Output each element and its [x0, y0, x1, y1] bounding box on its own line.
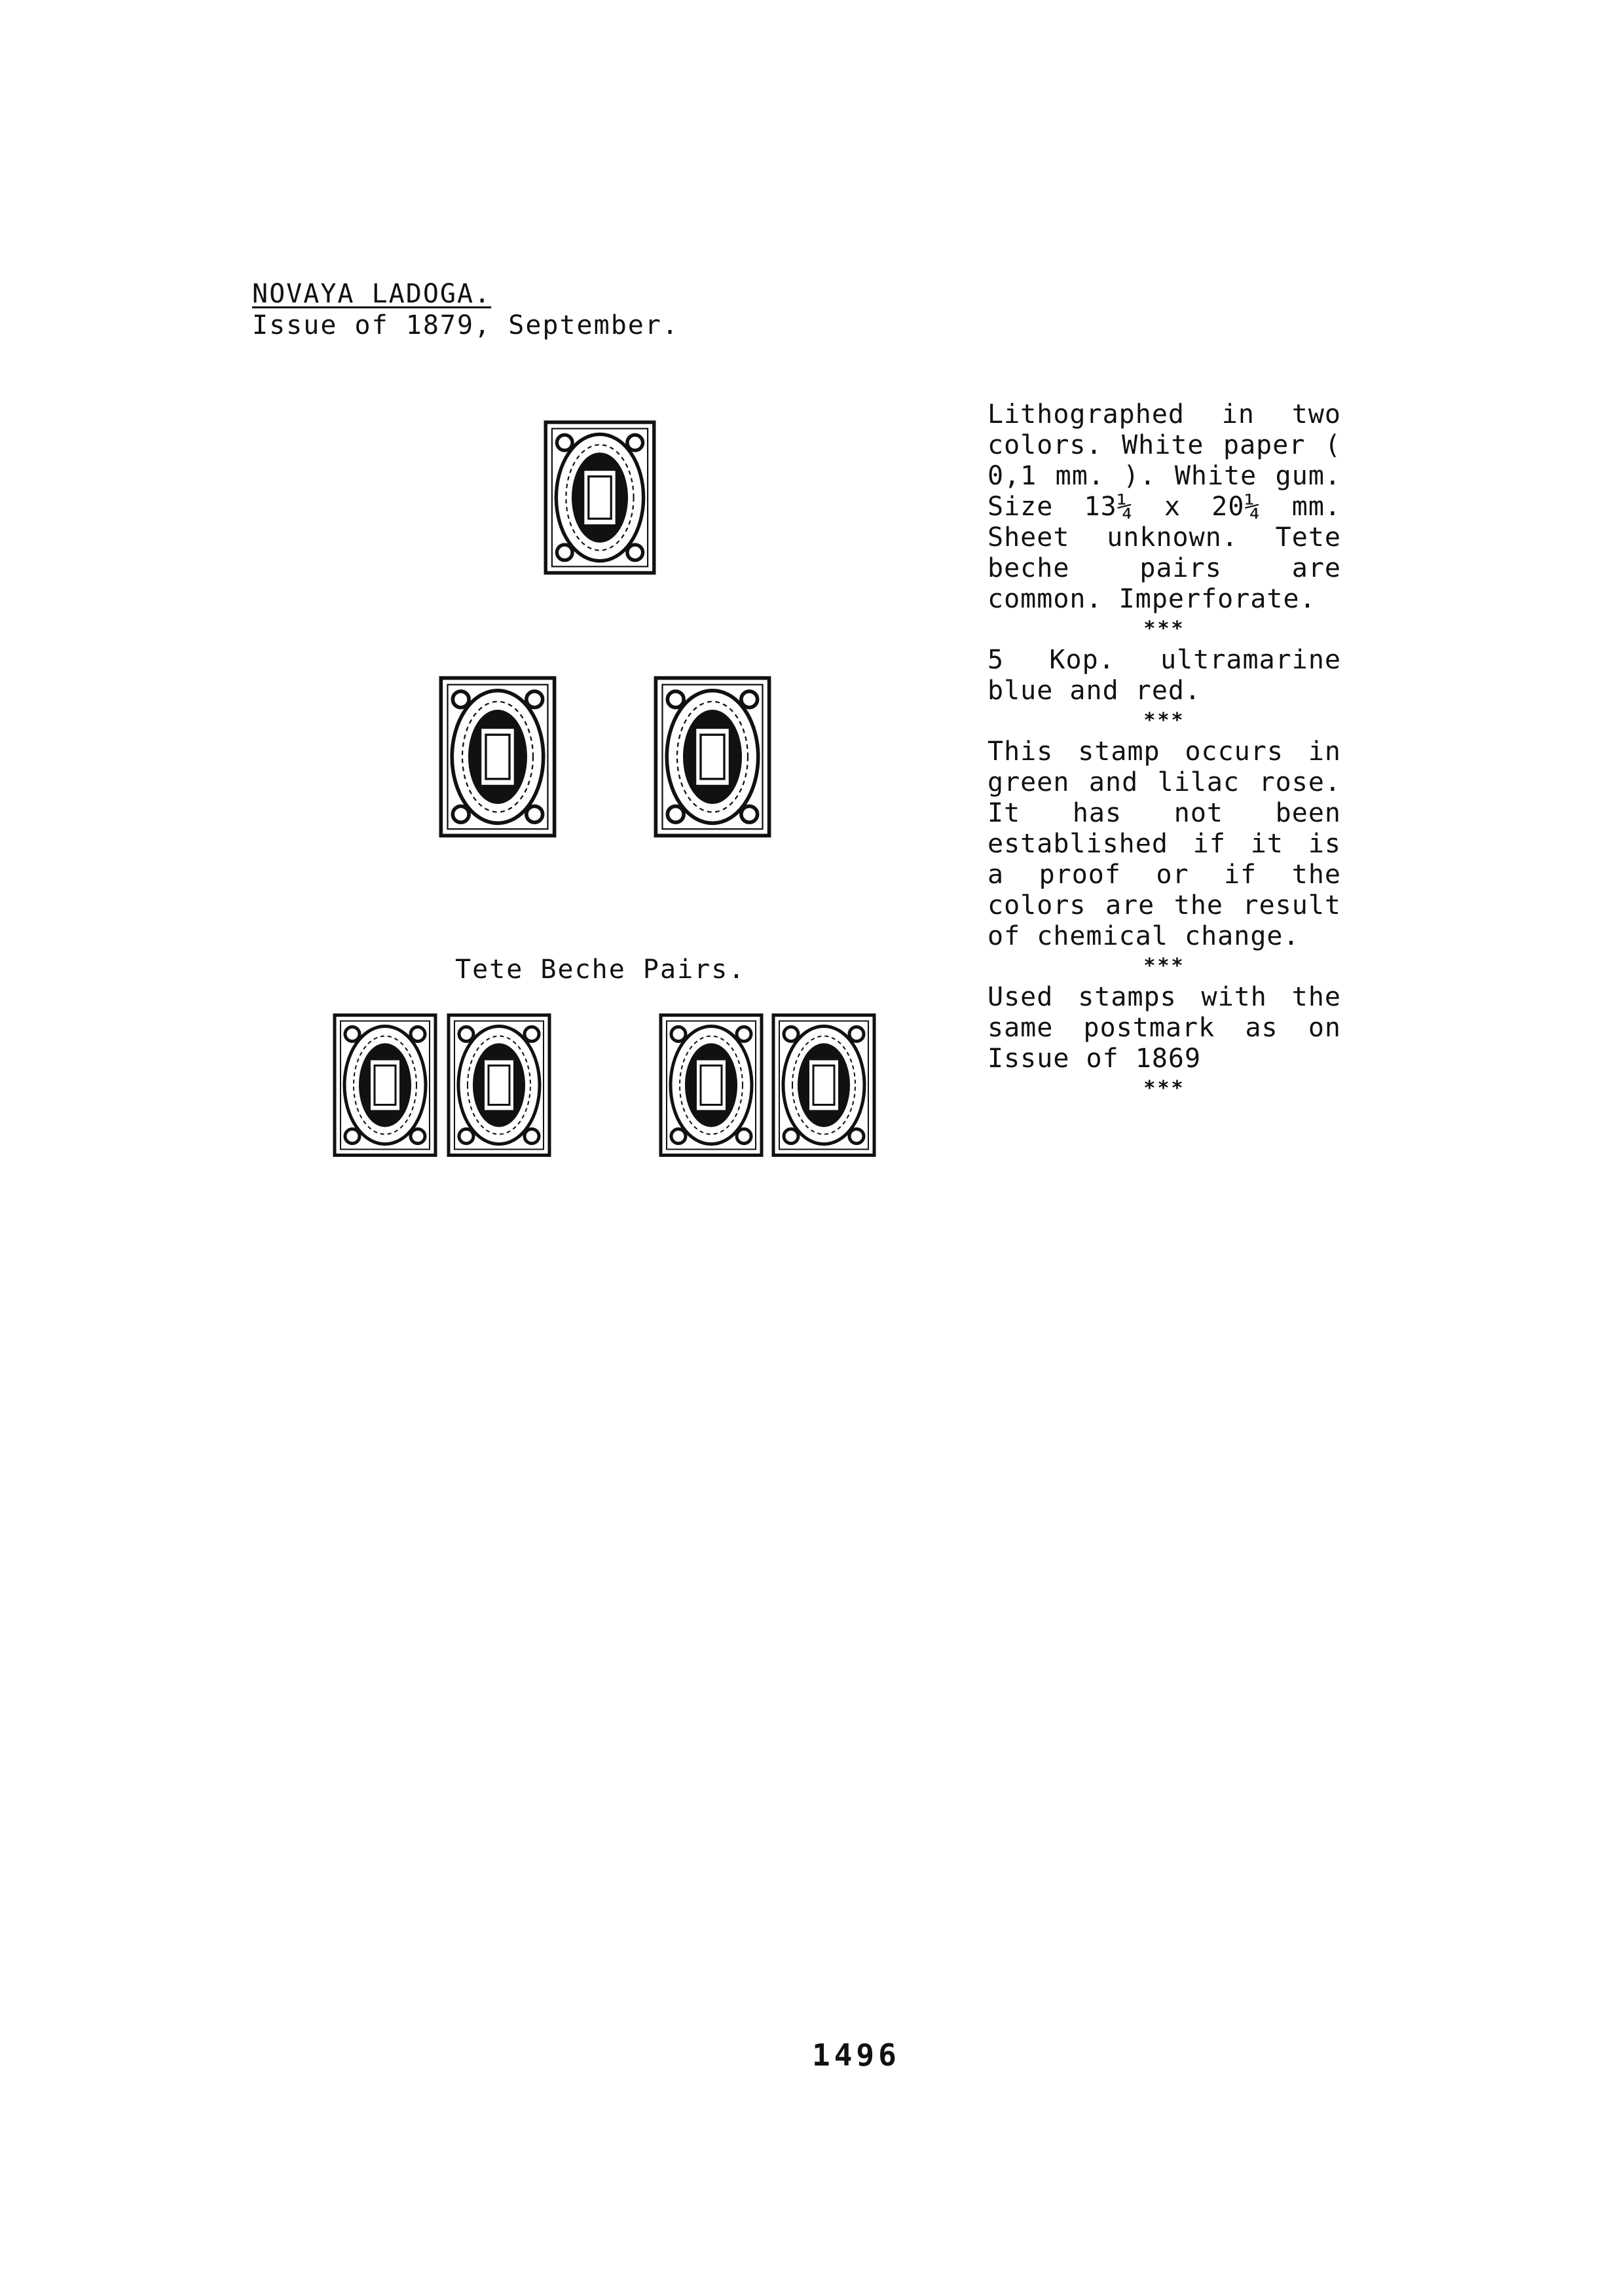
tete-beche-pair-1-stamp-b [447, 1011, 551, 1159]
tete-beche-pair-2-stamp-a [659, 1011, 764, 1159]
variant-paragraph: This stamp occurs in green and lilac rose. It has not been established if it is a proof or if the colors are the result of chemical change. [987, 737, 1341, 951]
tete-beche-pair-1-stamp-a [333, 1011, 437, 1159]
separator: *** [1143, 1077, 1185, 1100]
stamp-image-right [654, 674, 771, 839]
color-paragraph: 5 Kop. ultramarine blue and red. [987, 645, 1341, 706]
separator: *** [1143, 955, 1185, 977]
issue-subtitle: Issue of 1879, September. [252, 310, 680, 340]
tete-beche-pair-2-stamp-b [771, 1011, 876, 1159]
stamp-image-left [439, 674, 557, 839]
description-column [987, 399, 1341, 1104]
header [252, 278, 679, 341]
page-number: 1496 [812, 2037, 900, 2073]
page-title: NOVAYA LADOGA. [252, 279, 492, 309]
stamp-image-single [544, 419, 656, 576]
description-paragraph: Lithographed in two colors. White paper ( 0,1 mm. ). White gum. Size 13¼ x 20¼ mm. Sheet unknown. Tete beche pairs are common. Imperforate. [987, 399, 1341, 614]
separator: *** [1143, 709, 1185, 732]
postmark-paragraph: Used stamps with the same postmark as on Issue of 1869 [987, 982, 1341, 1074]
tete-beche-caption: Tete Beche Pairs. [455, 955, 746, 985]
separator: *** [1143, 617, 1185, 640]
